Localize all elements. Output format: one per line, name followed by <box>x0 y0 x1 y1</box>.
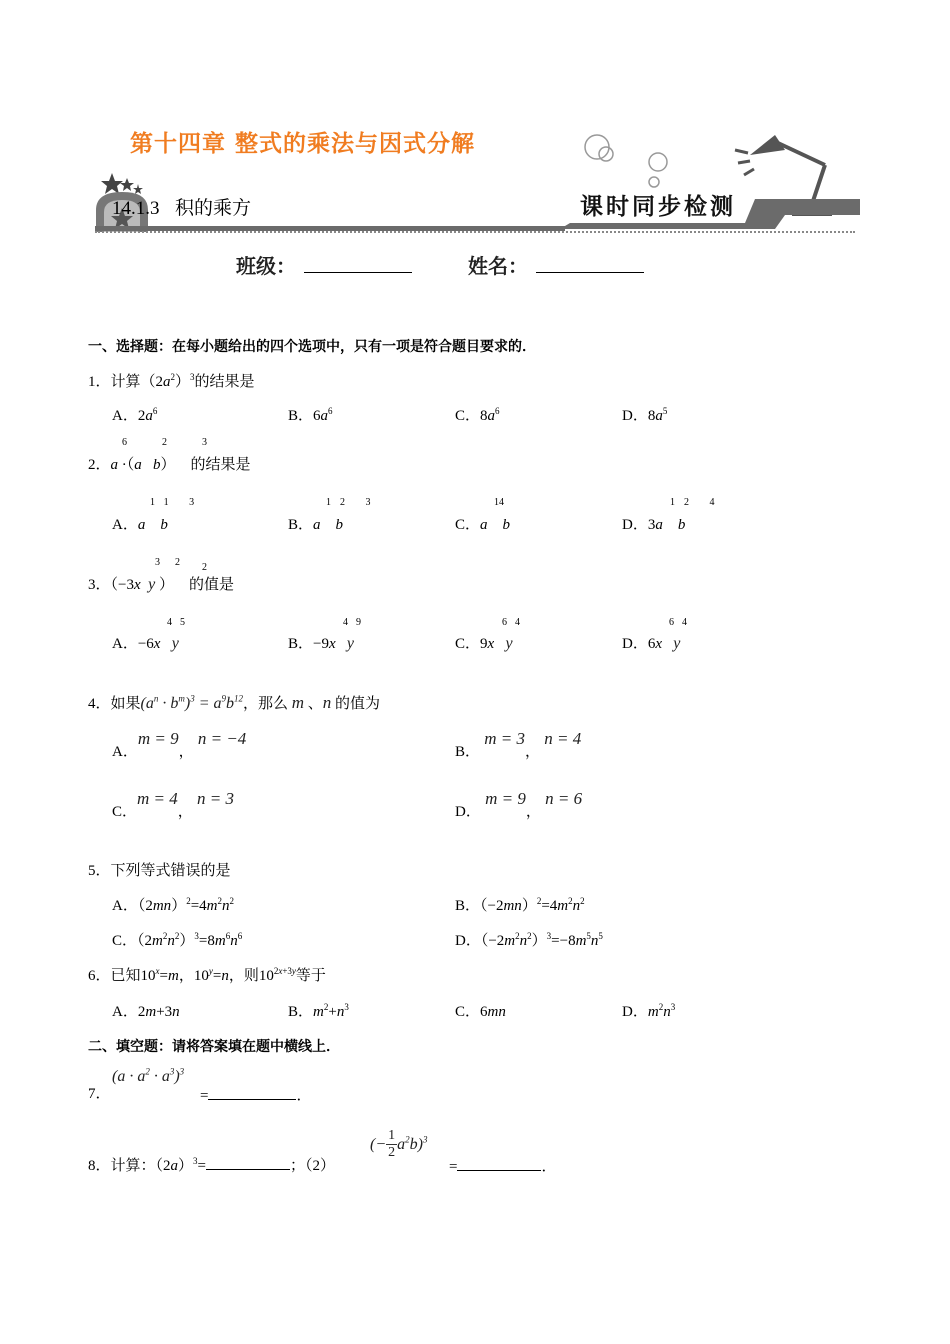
q3-sup-2a: 2 <box>175 557 180 568</box>
q3-sup-2b: 2 <box>202 562 207 573</box>
q2d-sups: 12 4 <box>670 497 724 508</box>
class-field[interactable] <box>236 250 412 279</box>
q8-answer-2[interactable]: = ． <box>449 1155 556 1176</box>
q7-answer[interactable]: = ． <box>200 1084 311 1105</box>
question-number: 1． <box>88 374 111 390</box>
q2-sup-3: 3 <box>202 437 207 448</box>
name-blank[interactable] <box>536 258 644 273</box>
q3-option-a[interactable]: A．−6x y <box>112 635 179 652</box>
lesson-number: 14.1.3 <box>112 198 160 219</box>
q2-option-b[interactable]: B．a b <box>288 517 344 533</box>
question-number: 3． <box>88 577 111 593</box>
q5-option-b[interactable]: B．$(-2mn)^2=4m^2n^2$ <box>455 896 585 914</box>
class-label: 班级： <box>236 254 296 278</box>
q3c-sups: 64 <box>502 617 528 628</box>
q4-option-c[interactable]: C．m = 4， n = 3 <box>112 789 235 820</box>
q3a-sups: 45 <box>167 617 193 628</box>
q2-option-c[interactable]: C．a b <box>455 517 511 533</box>
question-4: 4．如果$(a^n \cdot b^m)^3 = a^9b^{12}$，那么 m 、n 的值为 <box>88 693 381 712</box>
question-3: 3．（−3x y ） 的值是 <box>88 576 235 593</box>
q6-option-d[interactable]: D．$m^2n^3$ <box>622 1002 676 1020</box>
q8-expression: (− $\frac{1}{2}$ $a^2b)^3$ <box>370 1128 428 1160</box>
q1-option-d[interactable]: D．$8a^5$ <box>622 406 668 424</box>
q5-option-a[interactable]: A．$(2mn)^2=4m^2n^2$ <box>112 896 235 914</box>
q5-option-c[interactable]: C．$(2m^2n^2)^3=8m^6n^6$ <box>112 931 243 949</box>
question-number: 8． <box>88 1158 111 1174</box>
question-5 <box>88 859 231 880</box>
lesson-title <box>112 193 251 220</box>
q2b-sups: 12 3 <box>326 497 380 508</box>
question-number: 6． <box>88 968 111 984</box>
q3-option-b[interactable]: B．−9x y <box>288 635 354 652</box>
question-number: 4． <box>88 696 111 712</box>
page-header <box>0 0 950 278</box>
header-bar-slant <box>560 193 860 233</box>
lesson-name: 积的乘方 <box>175 198 252 219</box>
badge-text: 课时同步检测 <box>580 193 736 220</box>
q6-option-a[interactable]: A．2m+3n <box>112 1004 180 1020</box>
name-field[interactable] <box>468 250 644 279</box>
name-label: 姓名： <box>468 254 528 278</box>
question-number: 7． <box>88 1086 111 1102</box>
question-7 <box>88 1082 111 1103</box>
section2-title: 二、填空题：请将答案填在题中横线上． <box>88 1039 340 1055</box>
q6-option-b[interactable]: B．$m^2+n^3$ <box>288 1002 349 1020</box>
q5-option-d[interactable]: D．$(-2m^2n^2)^3=-8m^5n^5$ <box>455 931 603 949</box>
q3-option-c[interactable]: C．9x y <box>455 635 513 652</box>
q3-sup-3: 3 <box>155 557 160 568</box>
q1-option-b[interactable]: B．$6a^6$ <box>288 406 333 424</box>
question-1: 1．计算$(2a^2)^3$的结果是 <box>88 372 255 390</box>
q2c-sup: 14 <box>494 497 504 508</box>
question-number: 2． <box>88 457 111 473</box>
q3-option-d[interactable]: D．6x y <box>622 635 681 652</box>
q1-option-a[interactable]: A．$2a^6$ <box>112 406 158 424</box>
q4-option-a[interactable]: A．m = 9， n = −4 <box>112 729 247 760</box>
decorative-circles-icon <box>580 132 680 192</box>
q8-blank-2[interactable] <box>457 1156 541 1171</box>
q3b-sups: 49 <box>343 617 369 628</box>
section1-title: 一、选择题：在每小题给出的四个选项中，只有一项是符合题目要求的． <box>88 339 536 355</box>
q5-stem: 下列等式错误的是 <box>110 863 231 879</box>
q6-option-c[interactable]: C．6mn <box>455 1004 506 1020</box>
question-8: 8．计算：$(2a)^3=$ ；（2） <box>88 1156 336 1174</box>
q1-option-c[interactable]: C．$8a^6$ <box>455 406 500 424</box>
q2-sup-2: 2 <box>162 437 167 448</box>
q8-blank-1[interactable] <box>206 1155 290 1170</box>
chapter-title: 第十四章 整式的乘法与因式分解 <box>130 131 476 157</box>
q2a-sups: 11 3 <box>150 497 204 508</box>
question-2: 2．a ·（a b） 的结果是 <box>88 457 251 473</box>
q2-sup-6: 6 <box>122 437 127 448</box>
q3d-sups: 64 <box>669 617 695 628</box>
q4-option-d[interactable]: D． m = 9， n = 6 <box>455 789 583 820</box>
q2-option-d[interactable]: D．3a b <box>622 517 686 533</box>
q7-blank[interactable] <box>208 1085 296 1100</box>
q2-option-a[interactable]: A．a b <box>112 517 168 533</box>
q7-expression: $(a \cdot a^2 \cdot a^3)^3$ <box>112 1066 185 1085</box>
class-blank[interactable] <box>304 258 412 273</box>
question-6: 6．已知$10^x=m$，$10^y=n$，则$10^{2x+3y}$等于 <box>88 966 326 984</box>
question-number: 5． <box>88 863 111 879</box>
q4-option-b[interactable]: B． m = 3， n = 4 <box>455 729 582 760</box>
